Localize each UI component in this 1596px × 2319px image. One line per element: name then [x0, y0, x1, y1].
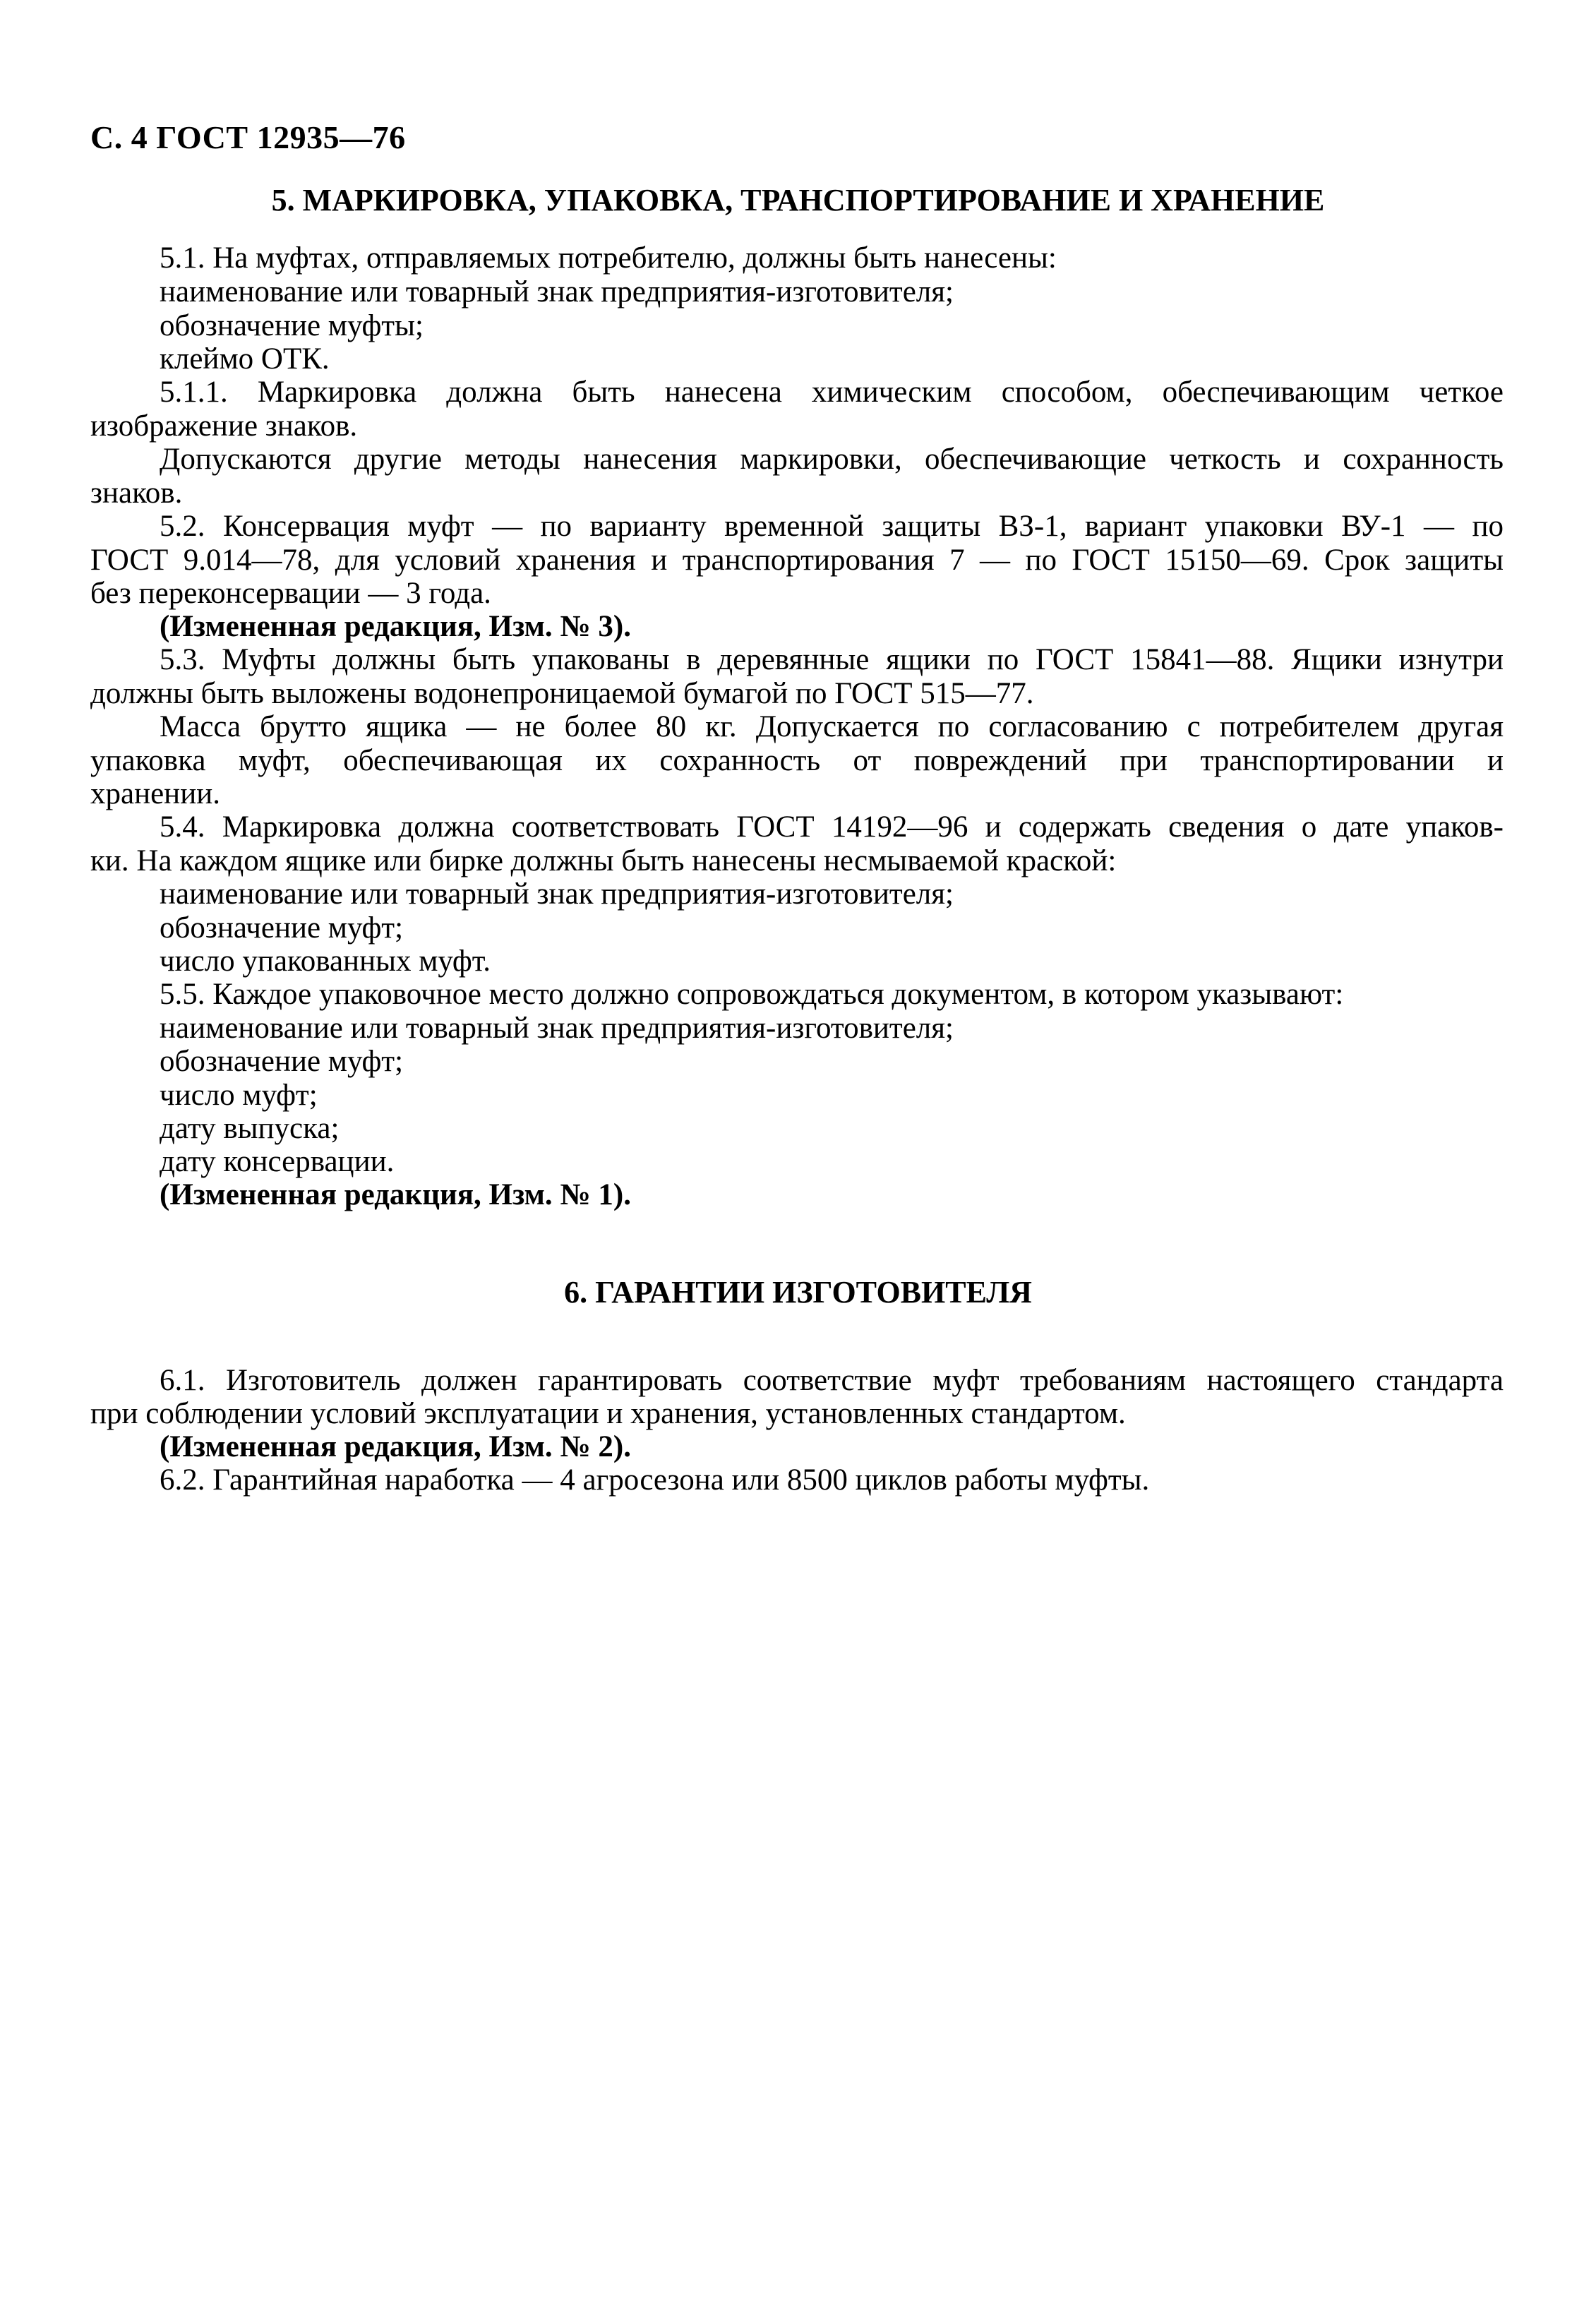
- text-line: наименование или товарный знак предприятия-изготовителя;: [160, 1012, 954, 1045]
- text-line: дату выпуска;: [160, 1112, 340, 1145]
- text-line: число муфт;: [160, 1079, 318, 1112]
- section-6-heading: 6. ГАРАНТИИ ИЗГОТОВИТЕЛЯ: [564, 1275, 1032, 1310]
- amendment-note: (Измененная редакция, Изм. № 1).: [160, 1178, 631, 1211]
- amendment-note: (Измененная редакция, Изм. № 2).: [160, 1430, 631, 1463]
- text-line: число упакованных муфт.: [160, 945, 491, 978]
- text-line: 5.5. Каждое упаковочное место должно сопровождаться документом, в котором указывают:: [160, 978, 1344, 1011]
- text-line: должны быть выложены водонепроницаемой бумагой по ГОСТ 515—77.: [90, 677, 1034, 710]
- text-line: 6.2. Гарантийная наработка — 4 агросезона или 8500 циклов работы муфты.: [160, 1463, 1150, 1497]
- text-line: хранении.: [90, 777, 220, 810]
- text-line: обозначение муфты;: [160, 309, 424, 342]
- text-line: изображение знаков.: [90, 409, 358, 443]
- amendment-note: (Измененная редакция, Изм. № 3).: [160, 610, 631, 643]
- text-line: 5.3. Муфты должны быть упакованы в деревянные ящики по ГОСТ 15841—88. Ящики изнутри: [160, 643, 1504, 676]
- text-line: знаков.: [90, 477, 183, 510]
- text-line: без переконсервации — 3 года.: [90, 577, 491, 610]
- text-line: ГОСТ 9.014—78, для условий хранения и транспортирования 7 — по ГОСТ 15150—69. Срок защиты: [90, 544, 1504, 577]
- section-5-heading: 5. МАРКИРОВКА, УПАКОВКА, ТРАНСПОРТИРОВАНИЕ И ХРАНЕНИЕ: [271, 183, 1325, 217]
- text-line: 5.4. Маркировка должна соответствовать ГОСТ 14192—96 и содержать сведения о дате упаков-: [160, 810, 1504, 844]
- text-line: 5.1.1. Маркировка должна быть нанесена химическим способом, обеспечивающим четкое: [160, 376, 1504, 409]
- text-line: 6.1. Изготовитель должен гарантировать соответствие муфт требованиям настоящего стандарта: [160, 1364, 1504, 1397]
- text-line: дату консервации.: [160, 1145, 395, 1178]
- text-line: 5.2. Консервация муфт — по варианту временной защиты ВЗ-1, вариант упаковки ВУ-1 — по: [160, 510, 1504, 543]
- text-line: Масса брутто ящика — не более 80 кг. Допускается по согласованию с потребителем другая: [160, 710, 1504, 743]
- running-head: С. 4 ГОСТ 12935—76: [90, 119, 406, 155]
- text-line: упаковка муфт, обеспечивающая их сохранность от повреждений при транспортировании и: [90, 744, 1504, 777]
- text-line: ки. На каждом ящике или бирке должны быть нанесены несмываемой краской:: [90, 844, 1117, 877]
- text-line: Допускаются другие методы нанесения маркировки, обеспечивающие четкость и сохранность: [160, 443, 1504, 476]
- text-line: наименование или товарный знак предприятия-изготовителя;: [160, 275, 954, 308]
- text-line: 5.1. На муфтах, отправляемых потребителю, должны быть нанесены:: [160, 241, 1057, 275]
- text-line: наименование или товарный знак предприятия-изготовителя;: [160, 877, 954, 911]
- text-line: клеймо ОТК.: [160, 342, 330, 376]
- text-line: обозначение муфт;: [160, 911, 404, 945]
- text-line: обозначение муфт;: [160, 1045, 404, 1078]
- text-line: при соблюдении условий эксплуатации и хранения, установленных стандартом.: [90, 1397, 1126, 1430]
